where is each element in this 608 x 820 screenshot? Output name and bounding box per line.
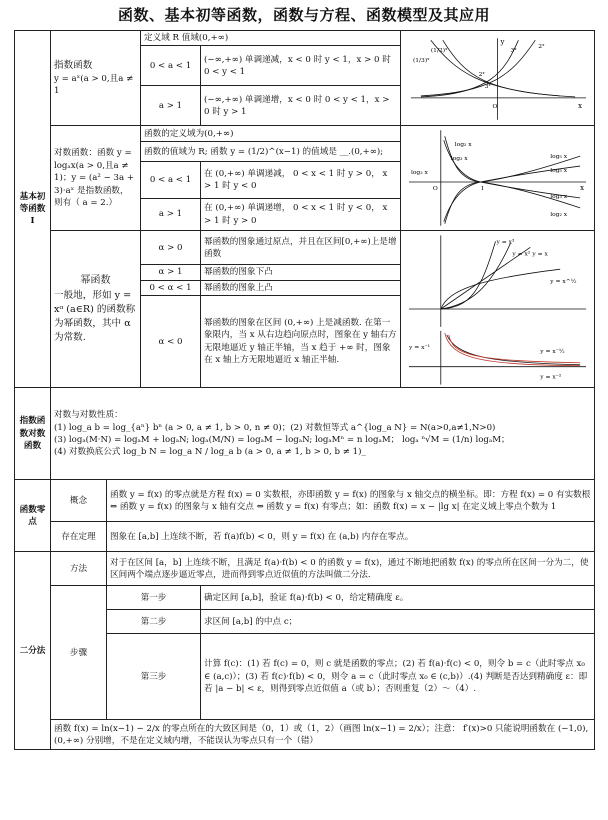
power-graph: [401, 231, 594, 387]
exp-case1-text: (−∞,+∞) 单调递减，x < 0 时 y < 1，x > 0 时 0 < y < 1: [201, 46, 401, 86]
power-graph-cell: [401, 231, 595, 388]
power-case2-cond: α > 1: [141, 265, 201, 280]
section-basic-functions: 基本初等函数Ⅰ: [15, 31, 51, 388]
exp-case1-cond: 0 < a < 1: [141, 46, 201, 86]
power-name: 幂函数: [80, 275, 111, 287]
log-graph: [401, 126, 594, 230]
exp-graph-label: y: [500, 38, 505, 47]
exp-graph-label: 2ˣ: [538, 43, 545, 51]
zeros-theorem: 图象在 [a,b] 上连续不断，若 f(a)f(b) < 0，则 y = f(x) 在 (a,b) 内存在零点。: [107, 522, 595, 552]
power-graph-label: y = x^½: [550, 278, 577, 286]
log-case2-text: 在 (0,+∞) 单调递增， 0 < x < 1 时 y < 0， x > 1 时 y > 0: [201, 198, 401, 231]
log-case1-text: 在 (0,+∞) 单调递减， 0 < x < 1 时 y > 0， x > 1 时 y < 0: [201, 162, 401, 199]
log-prop-head: 对数与对数性质：: [54, 410, 123, 421]
exp-graph: [401, 32, 594, 124]
power-name-cell: [51, 231, 141, 388]
power-case1-cond: α > 0: [141, 231, 201, 265]
section-zeros: 函数零点: [15, 480, 51, 552]
bisection-note: 函数 f(x) = ln(x−1) − 2/x 的零点所在的大致区间是（0，1）或（1，2）（画图 ln(x−1) = 2/x）；注意： f′(x)>0 只能说明函数在 (−1,0),(0,+∞) 分别增，不是在定义域内增，不能误认为零点只有一个（错）: [51, 720, 595, 750]
log-graph-label: log₃ x: [410, 169, 428, 177]
zeros-concept-label: 概念: [51, 480, 107, 522]
log-graph-cell: [401, 126, 595, 231]
bisection-method: 对于在区间 [a，b] 上连续不断，且满足 f(a)·f(b) < 0 的函数 y = f(x)，通过不断地把函数 f(x) 的零点所在区间一分为二，使区间两个端点逐步逼近零点，进而得到零点近似值的方法叫做二分法.: [107, 552, 595, 586]
log-properties-cell: [51, 388, 595, 480]
exp-name-cell: [51, 31, 141, 126]
log-graph-label: log₂ x: [550, 211, 568, 219]
power-graph-label: y = x⁻½: [540, 348, 565, 356]
power-case3-cond: 0 < α < 1: [141, 280, 201, 295]
log-name: 对数函数：函数 y = logₐx(a > 0,且a ≠ 1)；y = (a² − 3a + 3)·aˣ 是指数函数，则有（ a = 2.）: [51, 126, 141, 231]
log-graph-label: log₅ x: [550, 167, 568, 175]
log-case2-cond: a > 1: [141, 198, 201, 231]
power-graph-label: y = x⁻²: [540, 374, 562, 382]
power-graph-label: y = x: [532, 250, 548, 258]
step2-text: 求区间 [a,b] 的中点 c；: [201, 610, 595, 634]
log-prop-line: (3) logₐ(M·N) = logₐM + logₐN; logₐ(M/N) = logₐM − logₐN; logₐMⁿ = n logₐM； logₐ ⁿ√M = (1/n) logₐM；: [54, 434, 510, 445]
exp-graph-label: O: [492, 103, 498, 111]
exp-name: 指数函数: [54, 59, 93, 71]
log-prop-line: (1) log_a b = log_{aⁿ} bⁿ (a > 0, a ≠ 1, b > 0, n ≠ 0)；(2) 对数恒等式 a^{log_a N} = N(a>0,a≠1,N>0): [54, 422, 496, 433]
log-prop-line: (4) 对数换底公式 log_b N = log_a N / log_a b (a > 0, a ≠ 1, b > 0, b ≠ 1)_: [54, 447, 366, 458]
section-bisection: 二分法: [15, 552, 51, 750]
page-title: 函数、基本初等函数，函数与方程、函数模型及其应用: [117, 6, 490, 24]
step2-label: 第二步: [107, 610, 201, 634]
power-graph-label: y = x³: [496, 238, 515, 246]
exp-graph-cell: [401, 31, 595, 126]
log-graph-label: log₃ x: [450, 155, 468, 163]
exp-case2-text: (−∞,+∞) 单调递增，x < 0 时 0 < y < 1，x > 0 时 y > 1: [201, 86, 401, 126]
zeros-concept: 函数 y = f(x) 的零点就是方程 f(x) = 0 实数根，亦即函数 y = f(x) 的图象与 x 轴交点的横坐标。即：方程 f(x) = 0 有实数根 ⇔ 函数 y = f(x) 的图象与 x 轴有交点 ⇔ 函数 y = f(x) 有零点；如：函数 f(x) = x − |lg x| 在定义域上零点个数为 1: [107, 480, 595, 522]
step1-label: 第一步: [107, 586, 201, 610]
log-graph-label: 1: [480, 185, 485, 193]
step1-text: 确定区间 [a,b]，验证 f(a)·f(b) < 0，给定精确度 ε。: [201, 586, 595, 610]
log-header1: 函数的定义域为(0,+∞): [141, 126, 401, 142]
zeros-theorem-label: 存在定理: [51, 522, 107, 552]
exp-graph-label: 3ˣ: [484, 83, 491, 91]
exp-graph-label: (1/2)ˣ: [430, 47, 448, 55]
exp-graph-label: 3ˣ: [510, 47, 517, 55]
power-case3-text: 幂函数的图象上凸: [201, 280, 401, 295]
log-graph-label: log₂ x: [454, 141, 472, 149]
log-header2: 函数的值域为 R; 函数 y = (1/2)^(x−1) 的值域是 __.(0,+∞);: [141, 142, 401, 162]
exp-header: 定义域 R 值域(0,+∞): [141, 31, 401, 46]
power-case2-text: 幂函数的图象下凸: [201, 265, 401, 280]
step3-label: 第三步: [107, 634, 201, 720]
log-graph-label: log₃ x: [550, 193, 568, 201]
power-definition: 一般地，形如 y = xᵅ (a∈R) 的函数称为幂函数，其中 α 为常数.: [54, 289, 136, 343]
section-log-properties: 指数函数对数函数: [15, 388, 51, 480]
log-graph-label: x: [580, 184, 585, 193]
step3-text: 计算 f(c)：(1) 若 f(c) = 0，则 c 就是函数的零点；(2) 若 f(a)·f(c) < 0，则令 b = c（此时零点 x₀ ∈ (a,c)）；(3) 若 f(c)·f(b) < 0，则令 a = c（此时零点 x₀ ∈ (c,b)）.(4) 判断是否达到精确度 ε：即若 |a − b| < ε，则得到零点近似值 a（或 b）；否则重复（2）～（4）.: [201, 634, 595, 720]
exp-definition: y = aˣ(a > 0,且a ≠ 1: [54, 73, 134, 97]
exp-graph-label: 2ˣ: [478, 71, 485, 79]
power-graph-label: y = x⁻¹: [408, 344, 431, 352]
power-case1-text: 幂函数的图象通过原点，并且在区间[0,+∞)上是增函数: [201, 231, 401, 265]
power-case4-cond: α < 0: [141, 296, 201, 388]
exp-case2-cond: a > 1: [141, 86, 201, 126]
bisection-method-label: 方法: [51, 552, 107, 586]
power-case4-text: 幂函数的图象在区间 (0,+∞) 上是减函数. 在第一象限内，当 x 从右边趋向原点时，图象在 y 轴右方无限地逼近 y 轴正半轴，当 x 趋于 +∞ 时，图象在 x 轴上方无限地逼近 x 轴正半轴.: [201, 296, 401, 388]
bisection-steps-label: 步骤: [51, 586, 107, 720]
summary-table: [14, 30, 595, 750]
log-graph-label: O: [432, 185, 438, 193]
power-graph-label: y = x²: [512, 250, 531, 258]
log-case1-cond: 0 < a < 1: [141, 162, 201, 199]
exp-graph-label: x: [578, 102, 583, 111]
exp-graph-label: (1/3)ˣ: [412, 57, 430, 65]
log-graph-label: log₅ x: [550, 153, 568, 161]
